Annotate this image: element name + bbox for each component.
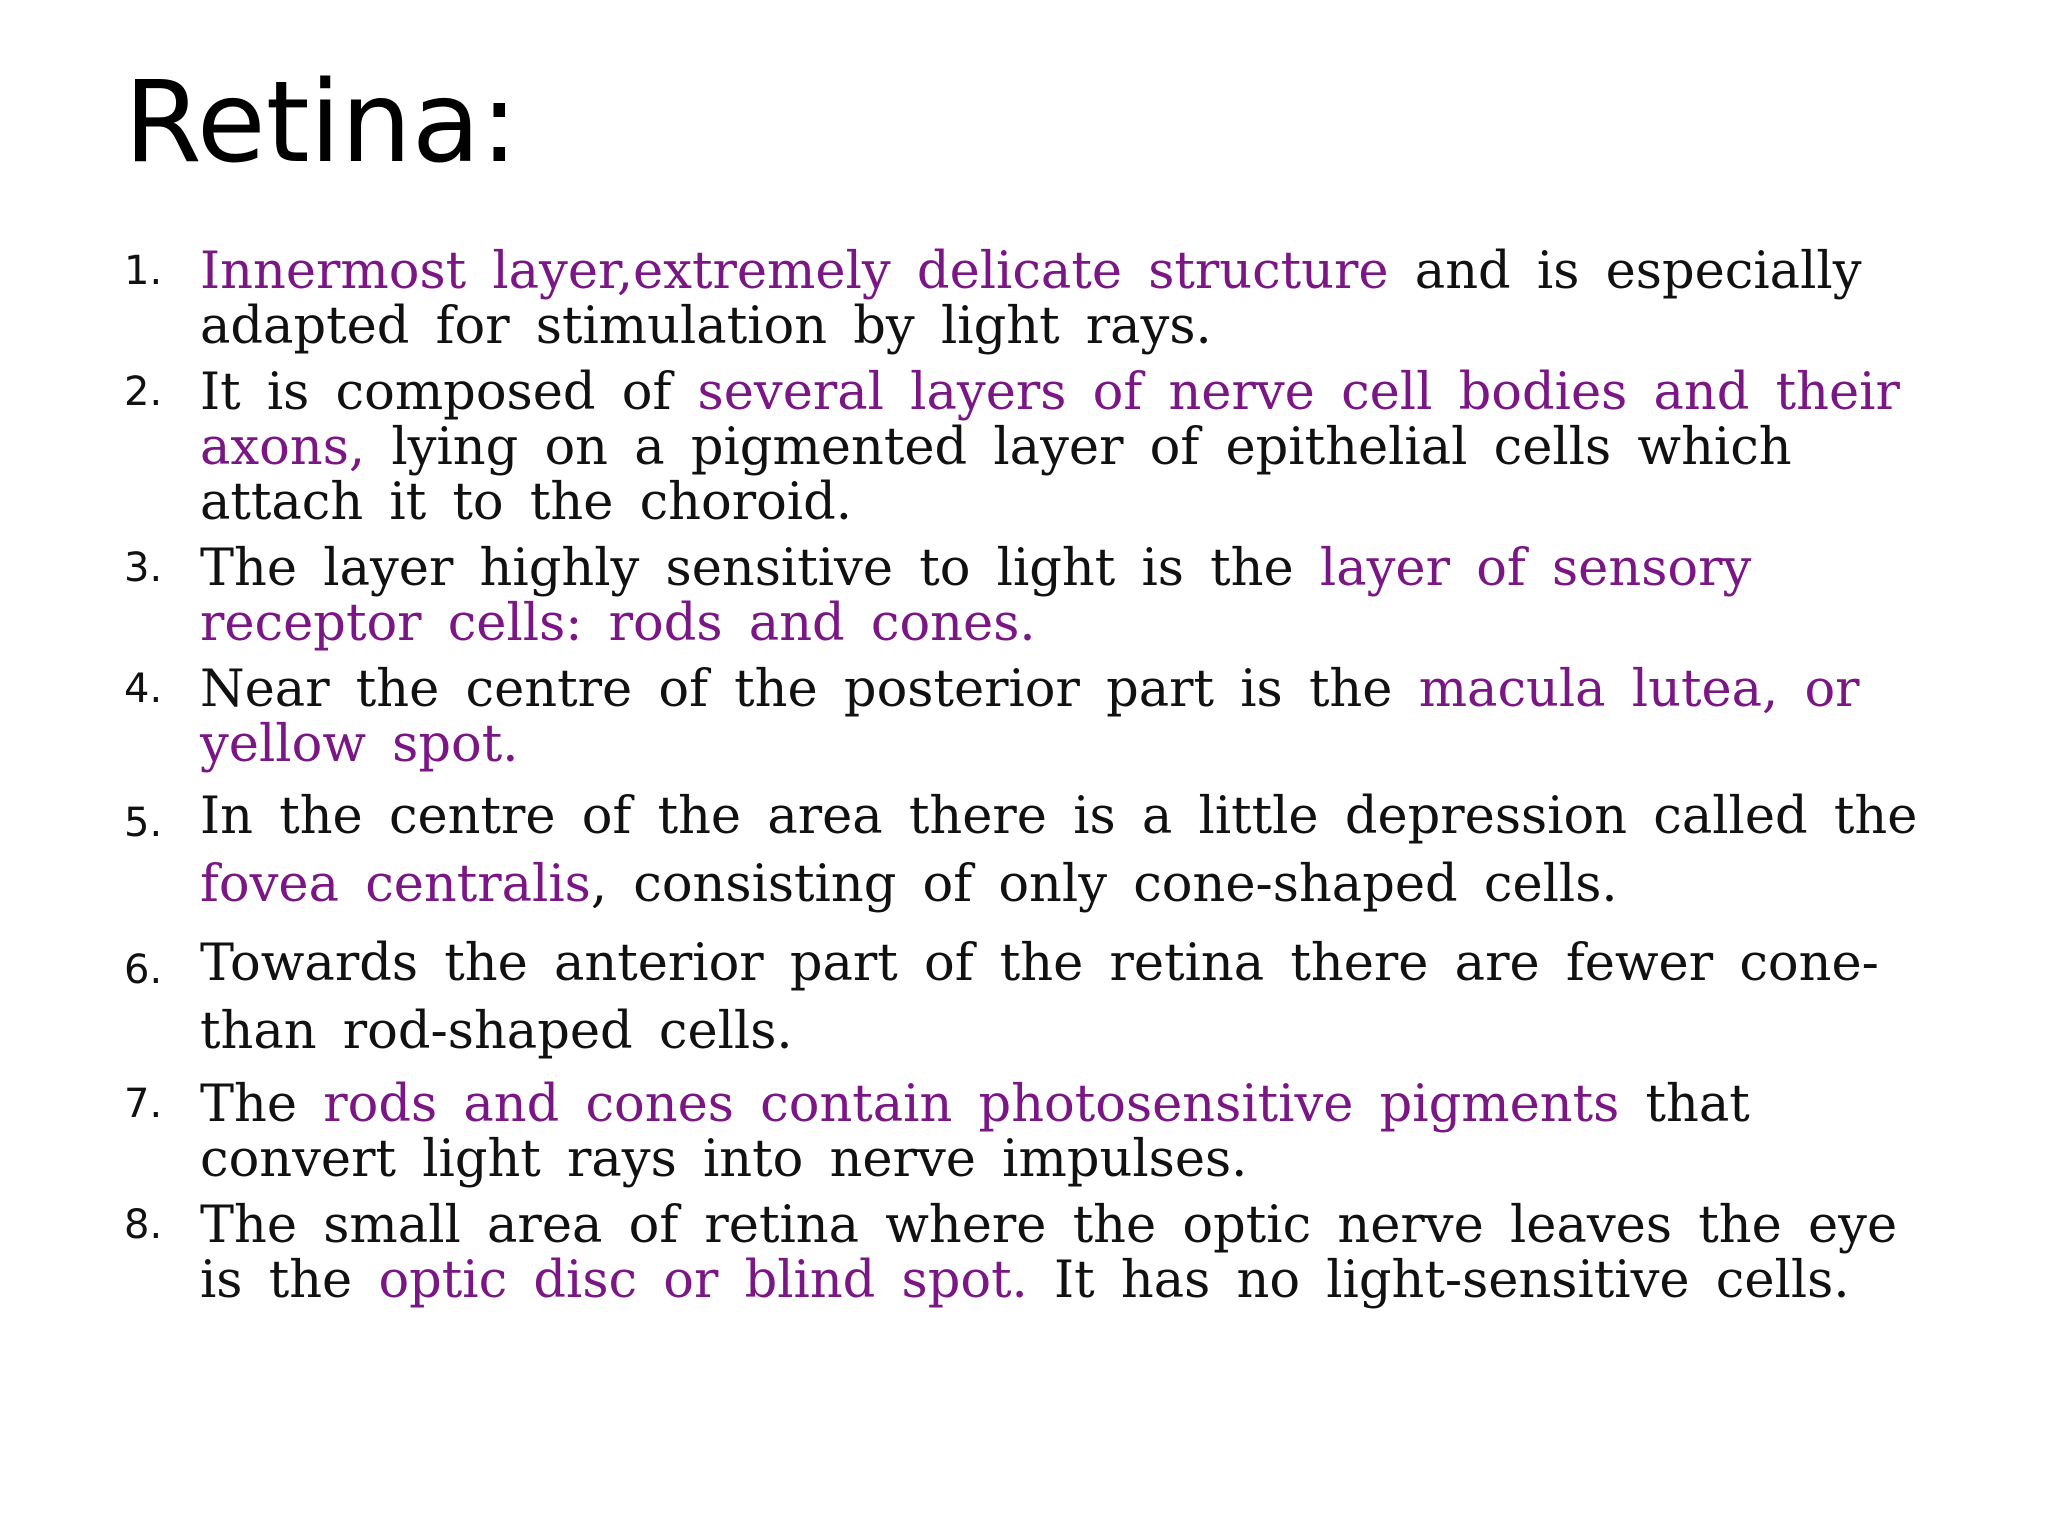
body-text: lying on a pigmented layer of epithelial cells which attach it to the choroid. [200, 418, 1792, 532]
body-text: , consisting of only cone-shaped cells. [590, 855, 1618, 914]
highlighted-text: rods and cones contain photosensitive pigments [323, 1075, 1620, 1134]
highlighted-text: several layers of nerve cell bodies and their axons, [200, 363, 1900, 477]
body-text: and is especially adapted for stimulation by light rays. [200, 242, 1862, 356]
body-text: that convert light rays into nerve impulses. [200, 1075, 1750, 1189]
item-number: 7. [124, 1081, 163, 1127]
highlighted-text: macula lutea, or yellow spot. [200, 660, 1860, 774]
list-item [124, 541, 1924, 651]
highlighted-text: fovea centralis [200, 855, 591, 914]
item-number: 4. [124, 666, 163, 712]
body-text: The small area of retina where the optic nerve leaves the eye is the [200, 1196, 1898, 1310]
list-item [124, 365, 1924, 530]
item-number: 6. [124, 947, 163, 993]
highlighted-text: layer of sensory receptor cells: rods and cones. [200, 539, 1752, 653]
list-item [124, 662, 1924, 772]
item-number: 3. [124, 545, 163, 591]
retina-facts-list [124, 244, 1924, 1319]
body-text: It has no light-sensitive cells. [1027, 1251, 1850, 1310]
list-item [124, 783, 1924, 919]
slide-title: Retina: [124, 58, 519, 188]
list-item [124, 1198, 1924, 1308]
body-text: In the centre of the area there is a little depression called the [200, 787, 1918, 846]
body-text: The [200, 1075, 324, 1134]
highlighted-text: Innermost layer,extremely delicate structure [200, 242, 1389, 301]
list-item [124, 1077, 1924, 1187]
body-text: Near the centre of the posterior part is the [200, 660, 1419, 719]
list-item [124, 244, 1924, 354]
body-text: Towards the anterior part of the retina there are fewer cone- than rod-shaped cells. [200, 934, 1879, 1061]
item-number: 8. [124, 1202, 163, 1248]
item-number: 5. [124, 800, 163, 846]
list-item [124, 930, 1924, 1066]
item-number: 1. [124, 248, 163, 294]
body-text: The layer highly sensitive to light is the [200, 539, 1320, 598]
item-number: 2. [124, 369, 163, 415]
highlighted-text: optic disc or blind spot. [378, 1251, 1028, 1310]
body-text: It is composed of [200, 363, 698, 422]
